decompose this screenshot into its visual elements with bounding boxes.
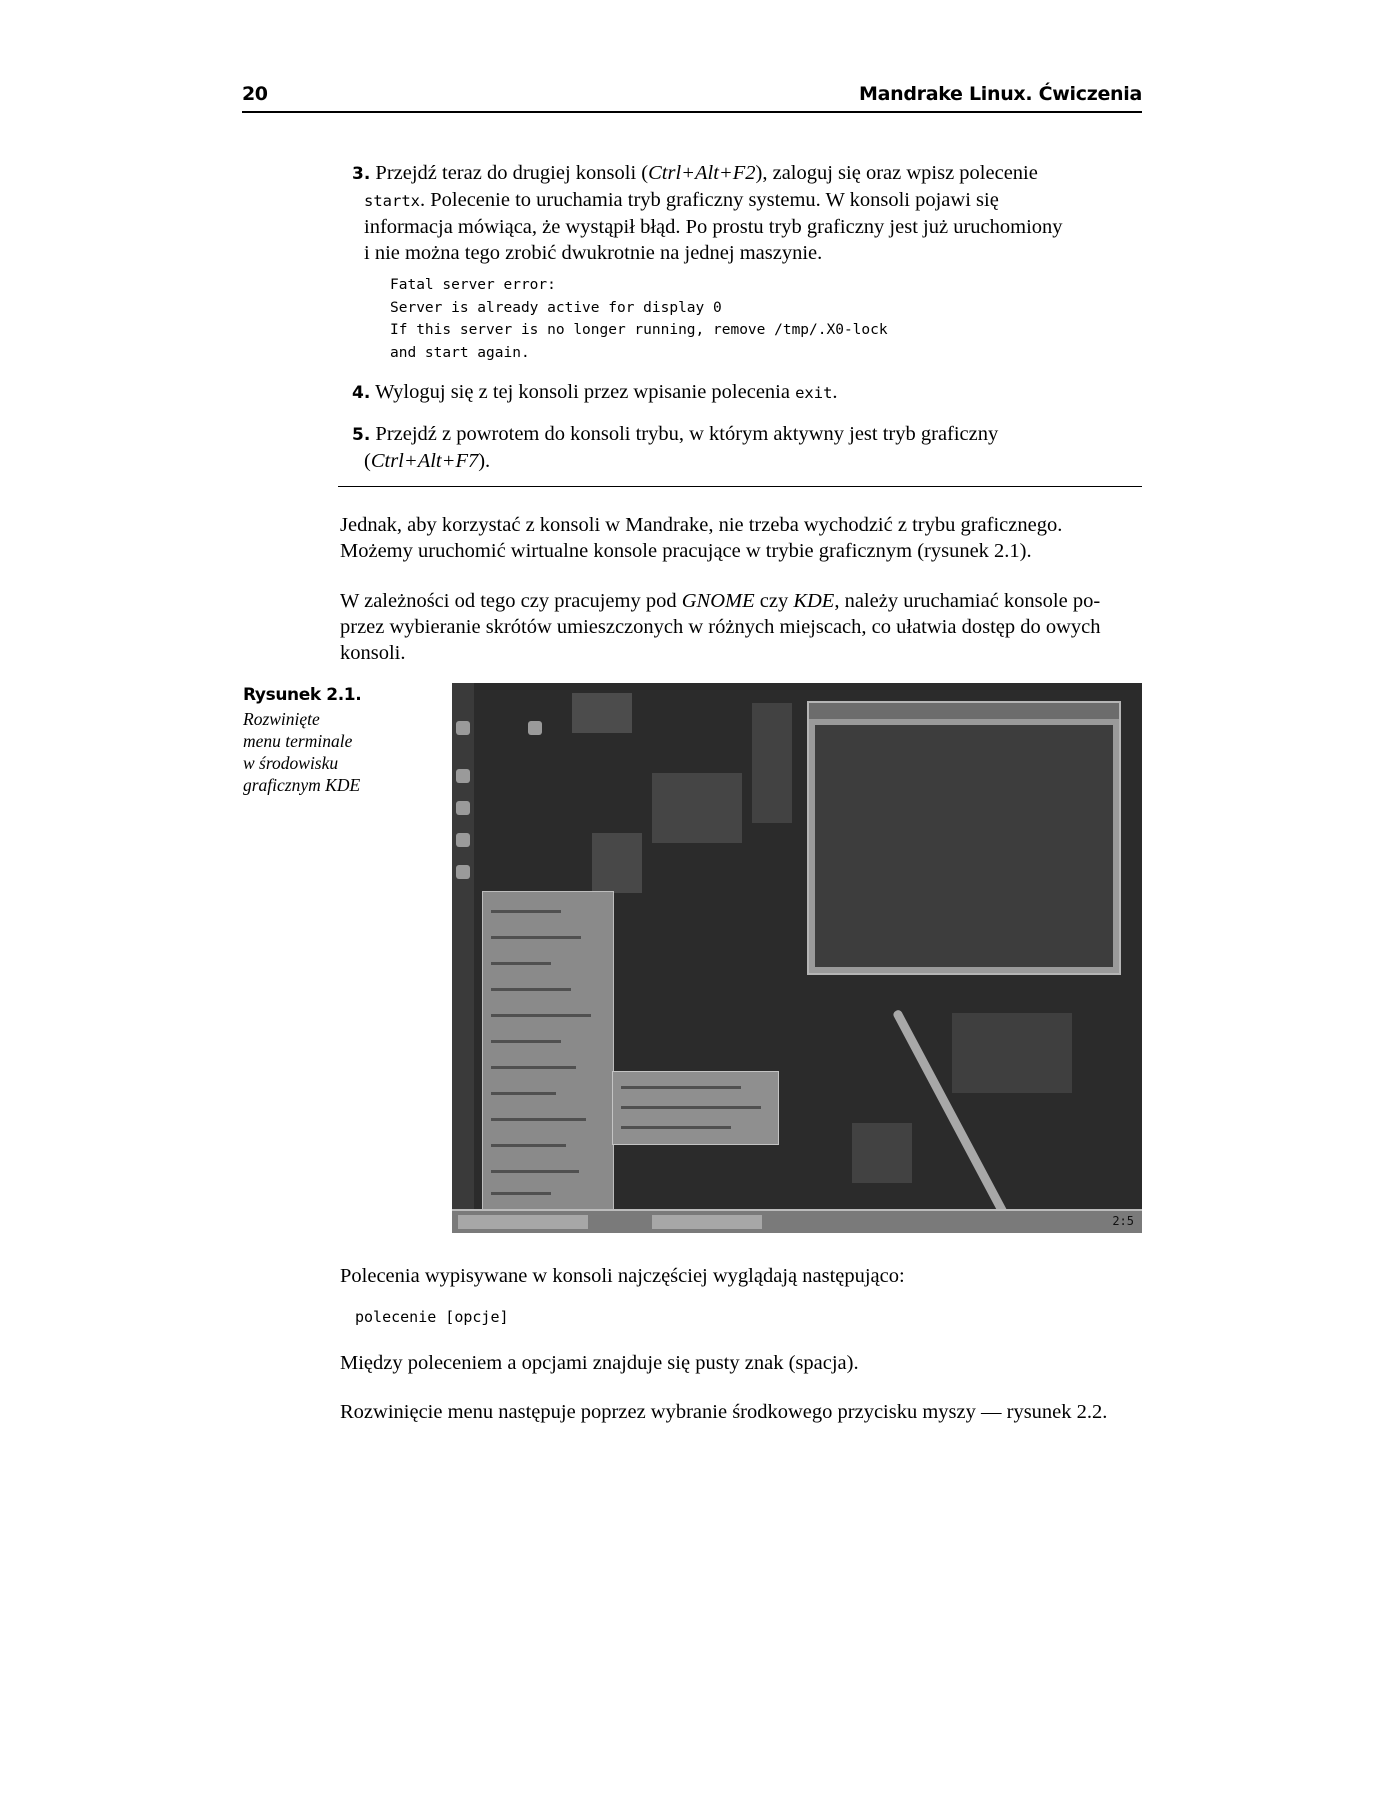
desktop-icon[interactable] [528, 721, 542, 735]
submenu-item[interactable] [621, 1106, 761, 1109]
paragraph-2: W zależności od tego czy pracujemy pod GNOME czy KDE, należy uruchamiać konsole po- przez wybieranie skrótów umieszczonych w różnych miejscach, co ułatwia dostęp do owych konsoli. [340, 590, 1101, 664]
shortcut: Ctrl+Alt+F2 [648, 162, 756, 184]
kde-term: KDE [793, 590, 835, 612]
paragraph-1: Jednak, aby korzystać z konsoli w Mandrake, nie trzeba wychodzić z trybu graficznego. Możemy uruchomić wirtualne konsole pracujące w trybie graficznym (rysunek 2.1). [340, 514, 1063, 562]
menu-item[interactable] [491, 1066, 576, 1069]
desktop-icon[interactable] [456, 833, 470, 847]
book-title: Mandrake Linux. Ćwiczenia [858, 83, 1142, 105]
submenu-item[interactable] [621, 1086, 741, 1089]
menu-item[interactable] [491, 936, 581, 939]
figure-label: Rysunek 2.1. [243, 685, 362, 705]
terminal-window[interactable] [807, 701, 1121, 975]
step-number: 4. [352, 383, 371, 403]
menu-item[interactable] [491, 1040, 561, 1043]
step-number: 5. [352, 425, 371, 445]
desktop-icon[interactable] [456, 801, 470, 815]
menu-item[interactable] [491, 1144, 566, 1147]
menu-item[interactable] [491, 910, 561, 913]
kde-taskbar [452, 1209, 1142, 1233]
taskbar-clock: 2:5 [1112, 1214, 1134, 1228]
menu-item[interactable] [491, 988, 571, 991]
kde-start-menu[interactable] [482, 891, 614, 1213]
error-output: Fatal server error: Server is already active for display 0 If this server is no longer running, remove /tmp/.X0-lock and start again. [390, 277, 888, 361]
taskbar-area[interactable] [458, 1215, 588, 1229]
menu-item[interactable] [491, 1170, 579, 1173]
taskbar-window-button[interactable] [652, 1215, 762, 1229]
shortcut: Ctrl+Alt+F7 [370, 450, 479, 472]
desktop-icon-column [452, 683, 474, 1211]
figure-caption: Rozwinięte menu terminale w środowisku graficznym KDE [243, 709, 361, 795]
page-header [242, 83, 1142, 113]
menu-item[interactable] [491, 1092, 556, 1095]
paragraph-3: Polecenia wypisywane w konsoli najczęściej wyglądają następująco: [340, 1265, 905, 1287]
page-number: 20 [242, 83, 268, 105]
inline-command: startx [364, 192, 420, 210]
step-3: 3. Przejdź teraz do drugiej konsoli (Ctrl+Alt+F2), zaloguj się oraz wpisz polecenie startx. Polecenie to uruchamia tryb graficzny systemu. W konsoli pojawi się informacja mówiąca, że wystąpił błąd. Po prostu tryb graficzny jest już uruchomiony i nie można tego zrobić dwukrotnie na jednej maszynie. [352, 162, 1063, 264]
menu-item[interactable] [491, 1014, 591, 1017]
inline-command: exit [795, 384, 833, 402]
step-4: 4. Wyloguj się z tej konsoli przez wpisanie polecenia exit. [352, 381, 838, 403]
code-example: polecenie [opcje] [355, 1308, 509, 1326]
menu-item[interactable] [491, 962, 551, 965]
desktop-icon[interactable] [456, 865, 470, 879]
terminal-submenu[interactable] [612, 1071, 779, 1145]
step-5: 5. Przejdź z powrotem do konsoli trybu, w którym aktywny jest tryb graficzny (Ctrl+Alt+F7). [352, 423, 999, 472]
step-number: 3. [352, 164, 371, 184]
terminal-titlebar[interactable] [809, 703, 1119, 719]
section-divider [338, 486, 1142, 487]
kde-desktop-screenshot [452, 683, 1142, 1233]
terminal-area[interactable] [815, 725, 1113, 967]
menu-item[interactable] [491, 1118, 586, 1121]
desktop-icon[interactable] [456, 721, 470, 735]
paragraph-4: Między poleceniem a opcjami znajduje się pusty znak (spacja). [340, 1352, 859, 1374]
desktop-icon[interactable] [456, 769, 470, 783]
paragraph-5: Rozwinięcie menu następuje poprzez wybranie środkowego przycisku myszy — rysunek 2.2. [340, 1401, 1108, 1423]
gnome-term: GNOME [681, 590, 755, 612]
submenu-item[interactable] [621, 1126, 731, 1129]
menu-item[interactable] [491, 1192, 551, 1195]
